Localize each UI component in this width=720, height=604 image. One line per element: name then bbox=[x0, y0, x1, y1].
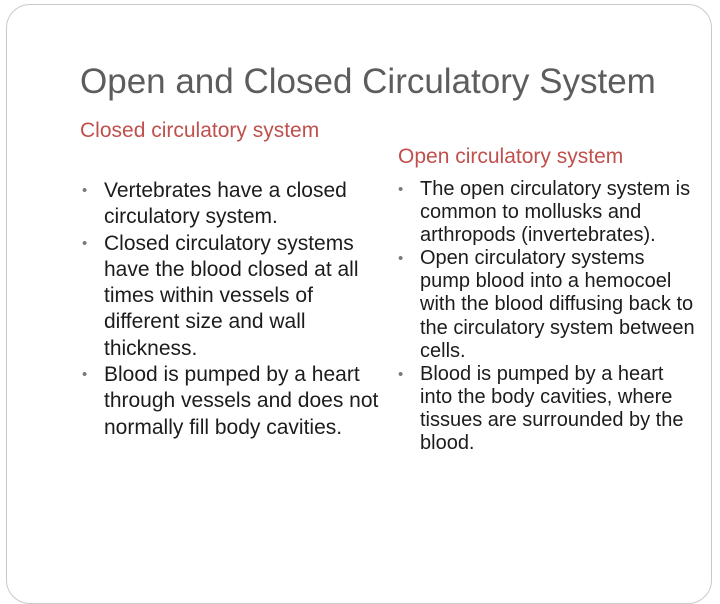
bullet-item bbox=[396, 363, 696, 455]
bullet-icon: • bbox=[398, 181, 404, 198]
bullet-icon: • bbox=[82, 182, 88, 199]
bullet-text: The open circulatory system is common to mollusks and arthropods (invertebrates). bbox=[420, 178, 691, 247]
open-system-bullets bbox=[396, 178, 696, 455]
bullet-item bbox=[80, 362, 380, 441]
bullet-text: Closed circulatory systems have the blood closed at all times within vessels of different size and wall thickness. bbox=[104, 231, 359, 360]
open-system-heading: Open circulatory system bbox=[398, 145, 624, 168]
bullet-item bbox=[80, 231, 380, 362]
slide-title: Open and Closed Circulatory System bbox=[80, 62, 656, 101]
bullet-icon: • bbox=[398, 250, 404, 268]
bullet-icon: • bbox=[82, 366, 88, 384]
bullet-text: Vertebrates have a closed circulatory system. bbox=[104, 179, 347, 229]
bullet-item bbox=[396, 178, 696, 247]
bullet-text: Blood is pumped by a heart into the body cavities, where tissues are surrounded by the blood. bbox=[420, 362, 684, 455]
bullet-item bbox=[80, 178, 380, 231]
bullet-text: Blood is pumped by a heart through vessels and does not normally fill body cavities. bbox=[104, 363, 379, 439]
closed-system-bullets bbox=[80, 178, 380, 441]
bullet-icon: • bbox=[82, 234, 88, 252]
bullet-icon: • bbox=[398, 365, 404, 383]
closed-system-heading: Closed circulatory system bbox=[80, 119, 320, 142]
bullet-text: Open circulatory systems pump blood into a hemocoel with the blood diffusing back to the circulatory system between cells. bbox=[420, 247, 695, 362]
bullet-item bbox=[396, 247, 696, 362]
